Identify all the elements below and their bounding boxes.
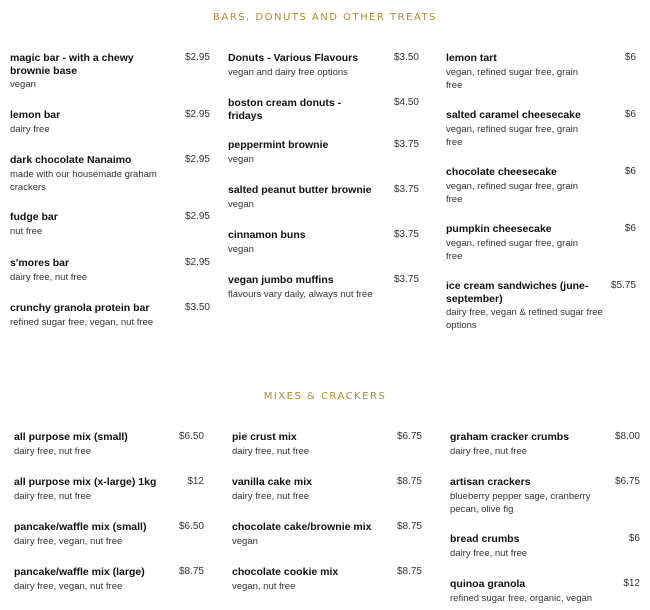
item-description: vegan, nut free	[232, 581, 296, 592]
item-name: cinnamon buns	[228, 229, 306, 241]
item-name: chocolate cheesecake	[446, 166, 557, 178]
item-name: s'mores bar	[10, 257, 70, 269]
item-price: $12	[623, 578, 640, 589]
item-name: dark chocolate Nanaimo	[10, 154, 132, 166]
item-price: $6.75	[396, 431, 422, 442]
item-price: $8.75	[396, 566, 422, 577]
item-price: $2.95	[184, 52, 210, 63]
item-description: dairy free, nut free	[14, 446, 92, 457]
item-description: refined sugar free, organic, vegan	[450, 593, 593, 604]
item-price: $2.95	[184, 211, 210, 222]
item-price: $3.75	[393, 274, 419, 285]
item-name: chocolate cookie mix	[232, 566, 339, 578]
item-price: $8.75	[396, 476, 422, 487]
item-name: pumpkin cheesecake	[446, 223, 552, 235]
item-description: vegan and dairy free options	[228, 67, 348, 78]
item-name: all purpose mix (small)	[14, 431, 128, 443]
item-price: $6	[624, 52, 636, 63]
item-price: $8.75	[396, 521, 422, 532]
item-name: salted caramel cheesecake	[446, 109, 581, 121]
item-price: $6	[624, 109, 636, 120]
item-description: made with our housemade graham crackers	[10, 169, 157, 193]
section-title-mixes: MIXES & CRACKERS	[263, 391, 387, 402]
item-name: ice cream sandwiches (june-september)	[446, 280, 589, 305]
item-name: graham cracker crumbs	[450, 431, 570, 443]
item-name: pancake/waffle mix (large)	[14, 566, 145, 578]
item-price: $3.75	[393, 184, 419, 195]
item-price: $3.75	[393, 229, 419, 240]
item-description: blueberry pepper sage, cranberry pecan, olive fig	[450, 491, 591, 515]
item-price: $6.50	[178, 521, 204, 532]
item-price: $6	[628, 533, 640, 544]
item-price: $12	[187, 476, 204, 487]
item-name: vegan jumbo muffins	[228, 274, 334, 286]
item-description: refined sugar free, vegan, nut free	[10, 317, 154, 328]
item-price: $2.95	[184, 109, 210, 120]
item-name: chocolate cake/brownie mix	[232, 521, 372, 533]
item-price: $3.75	[393, 139, 419, 150]
item-name: artisan crackers	[450, 476, 531, 488]
item-name: pie crust mix	[232, 431, 297, 443]
item-description: vegan	[228, 244, 254, 255]
item-name: lemon tart	[446, 52, 497, 64]
item-name: Donuts - Various Flavours	[228, 52, 359, 64]
item-price: $8.00	[614, 431, 640, 442]
item-price: $8.75	[178, 566, 204, 577]
item-description: dairy free, nut free	[232, 446, 310, 457]
item-description: vegan	[10, 79, 36, 90]
item-name: lemon bar	[10, 109, 61, 121]
item-name: pancake/waffle mix (small)	[14, 521, 147, 533]
item-description: vegan	[228, 199, 254, 210]
item-description: flavours vary daily, always nut free	[228, 289, 373, 300]
item-description: dairy free, nut free	[450, 548, 528, 559]
item-price: $5.75	[610, 280, 636, 291]
item-price: $6.75	[614, 476, 640, 487]
item-description: dairy free, nut free	[450, 446, 528, 457]
item-name: crunchy granola protein bar	[10, 302, 150, 314]
item-name: boston cream donuts - fridays	[228, 97, 342, 122]
item-description: vegan	[228, 154, 254, 165]
item-name: bread crumbs	[450, 533, 520, 545]
item-description: dairy free, vegan, nut free	[14, 536, 123, 547]
item-name: peppermint brownie	[228, 139, 329, 151]
item-description: dairy free, nut free	[232, 491, 310, 502]
item-description: dairy free, vegan & refined sugar free options	[446, 307, 603, 331]
item-name: magic bar - with a chewy brownie base	[10, 52, 134, 77]
item-price: $6	[624, 166, 636, 177]
item-description: vegan, refined sugar free, grain free	[446, 181, 579, 205]
item-description: nut free	[10, 226, 43, 237]
item-name: all purpose mix (x-large) 1kg	[14, 476, 157, 488]
item-name: vanilla cake mix	[232, 476, 312, 488]
item-name: salted peanut butter brownie	[228, 184, 372, 196]
item-description: dairy free	[10, 124, 50, 135]
item-price: $3.50	[184, 302, 210, 313]
item-price: $4.50	[393, 97, 419, 108]
item-price: $6.50	[178, 431, 204, 442]
item-description: dairy free, nut free	[10, 272, 88, 283]
item-price: $6	[624, 223, 636, 234]
item-description: vegan, refined sugar free, grain free	[446, 238, 579, 262]
item-price: $3.50	[393, 52, 419, 63]
item-description: dairy free, nut free	[14, 491, 92, 502]
item-description: vegan	[232, 536, 258, 547]
item-name: fudge bar	[10, 211, 58, 223]
item-price: $2.95	[184, 154, 210, 165]
section-title-treats: BARS, DONUTS AND OTHER TREATS	[213, 12, 437, 23]
item-description: vegan, refined sugar free, grain free	[446, 124, 579, 148]
item-name: quinoa granola	[450, 578, 526, 590]
item-description: dairy free, vegan, nut free	[14, 581, 123, 592]
item-price: $2.95	[184, 257, 210, 268]
item-description: vegan, refined sugar free, grain free	[446, 67, 579, 91]
